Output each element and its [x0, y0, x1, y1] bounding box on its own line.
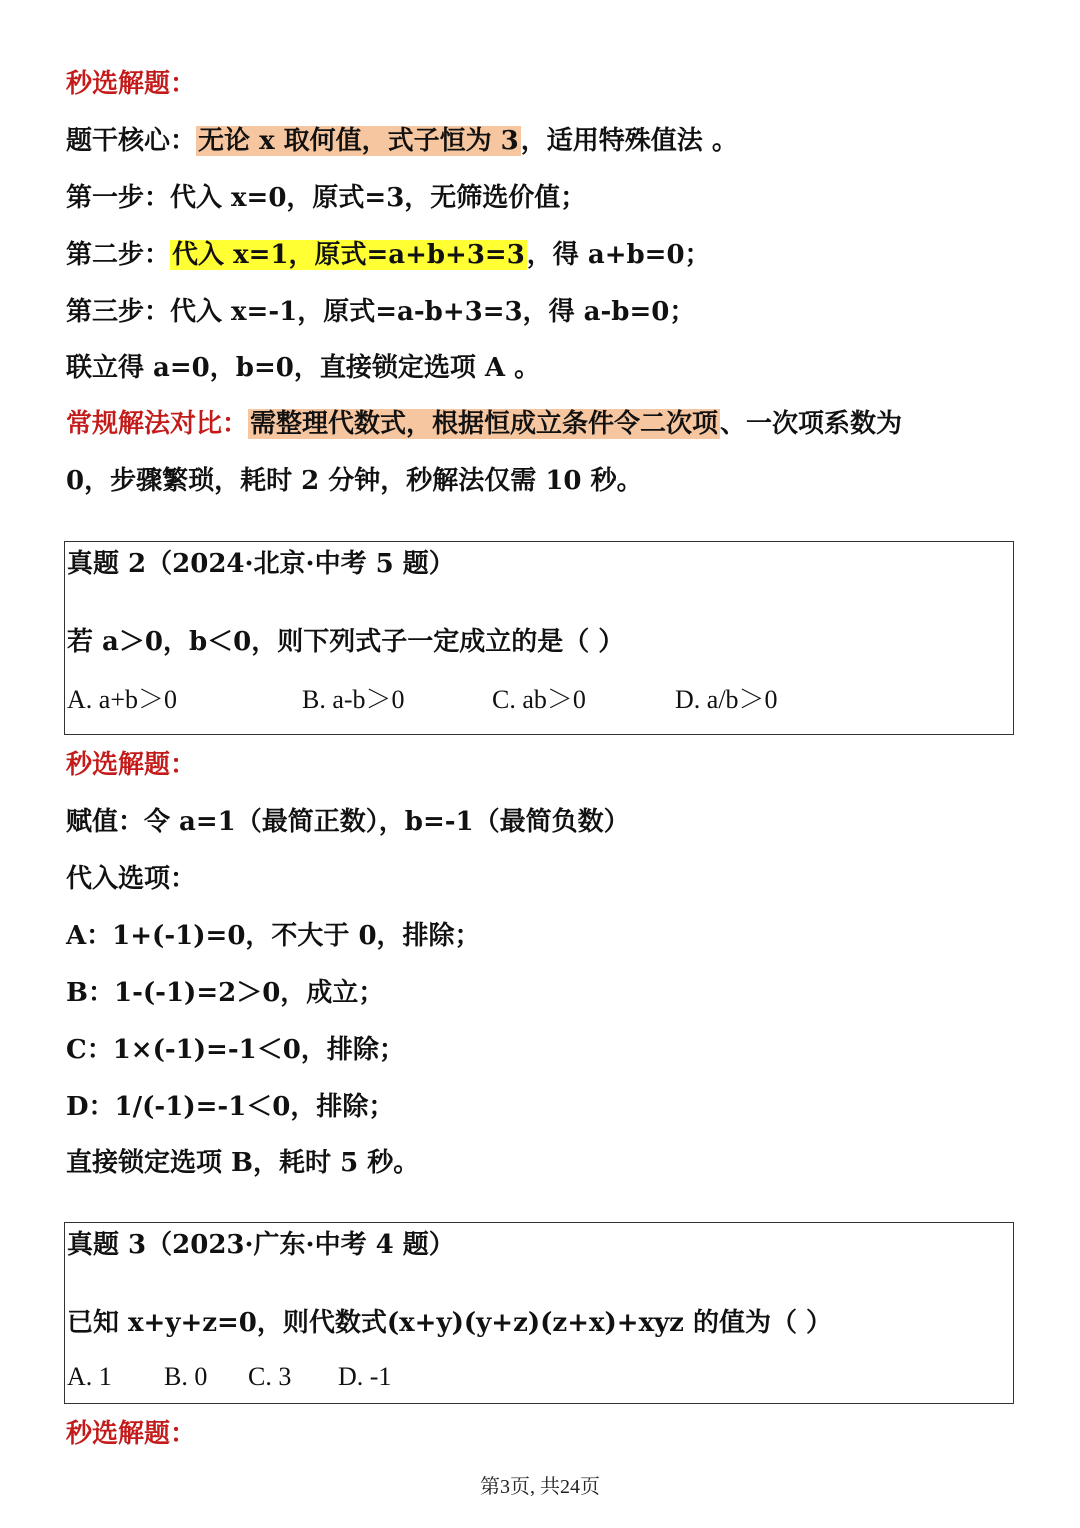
- option-b: B. 0: [164, 1362, 208, 1391]
- option-a: A. 1: [67, 1362, 112, 1391]
- compare-rest: 、一次项系数为: [720, 409, 903, 439]
- assignment-line: 赋值：令 a=1（最简正数），b=-1（最简负数）: [66, 807, 630, 837]
- solution-heading-3: 秒选解题：: [66, 1419, 197, 1449]
- core-label: 题干核心：: [66, 126, 197, 156]
- question-3-options: [67, 1357, 1007, 1397]
- option-c: C. 3: [248, 1362, 292, 1391]
- core-rest: ，适用特殊值法 。: [520, 126, 738, 156]
- step-2-highlight: 代入 x=1，原式=a+b+3=3: [172, 240, 525, 270]
- step-2-rest: ，得 a+b=0；: [526, 240, 711, 270]
- solution-heading-2: 秒选解题：: [66, 750, 197, 780]
- question-2-stem: 若 a＞0，b＜0，则下列式子一定成立的是（ ）: [67, 627, 625, 657]
- check-d: D：1/(-1)=-1＜0，排除；: [66, 1092, 395, 1122]
- question-2-title: 真题 2（2024·北京·中考 5 题）: [67, 549, 455, 579]
- conclusion-1: 联立得 a=0，b=0，直接锁定选项 A 。: [66, 353, 541, 383]
- check-a: A：1+(-1)=0，不大于 0，排除；: [66, 921, 481, 951]
- question-2-options: [67, 680, 1007, 720]
- option-b: B. a-b＞0: [302, 685, 405, 714]
- option-c: C. ab＞0: [492, 685, 586, 714]
- conclusion-2: 直接锁定选项 B，耗时 5 秒。: [66, 1148, 420, 1178]
- compare-line: [66, 404, 902, 444]
- step-1: 第一步：代入 x=0，原式=3，无筛选价值；: [66, 183, 587, 213]
- option-d: D. -1: [338, 1362, 392, 1391]
- compare-highlight: 需整理代数式，根据恒成立条件令二次项: [250, 409, 719, 439]
- question-box-3: [64, 1222, 1014, 1404]
- question-3-stem: 已知 x+y+z=0，则代数式(x+y)(y+z)(z+x)+xyz 的值为（ ）: [67, 1308, 833, 1338]
- step-3: 第三步：代入 x=-1，原式=a-b+3=3，得 a-b=0；: [66, 297, 696, 327]
- question-box-2: [64, 541, 1014, 735]
- compare-label: 常规解法对比：: [66, 409, 249, 439]
- core-highlight: 无论 x 取何值，式子恒为 3: [198, 126, 519, 156]
- compare-continued: 0，步骤繁琐，耗时 2 分钟，秒解法仅需 10 秒。: [66, 466, 643, 496]
- substitute-line: 代入选项：: [66, 864, 197, 894]
- option-d: D. a/b＞0: [675, 685, 778, 714]
- step-2-label: 第二步：: [66, 240, 171, 270]
- check-b: B：1-(-1)=2＞0，成立；: [66, 978, 385, 1008]
- step-2: [66, 235, 711, 275]
- core-line: [66, 121, 738, 161]
- question-3-title: 真题 3（2023·广东·中考 4 题）: [67, 1230, 455, 1260]
- option-a: A. a+b＞0: [67, 685, 177, 714]
- page-footer: 第3页, 共24页: [480, 1476, 600, 1498]
- solution-heading-1: 秒选解题：: [66, 69, 197, 99]
- check-c: C：1×(-1)=-1＜0，排除；: [66, 1035, 405, 1065]
